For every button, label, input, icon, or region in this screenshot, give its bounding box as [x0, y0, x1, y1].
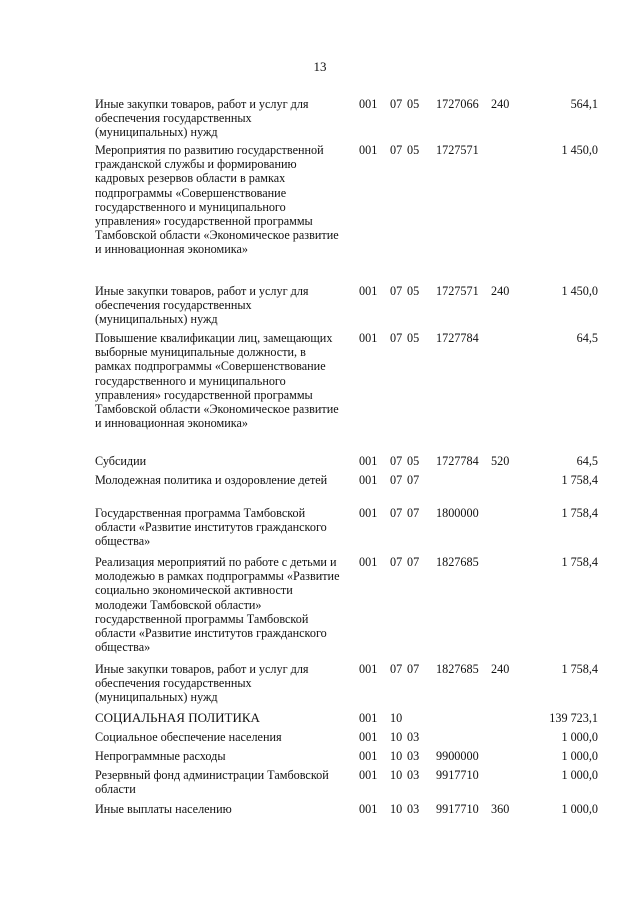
- row-ved: 001: [359, 555, 378, 569]
- row-vr: 360: [491, 802, 510, 816]
- row-csr: 1727784: [436, 331, 479, 345]
- row-sum: 139 723,1: [549, 711, 598, 725]
- row-csr: 1727571: [436, 143, 479, 157]
- row-ved: 001: [359, 802, 378, 816]
- row-description: Повышение квалификации лиц, замещающих выборные муниципальные должности, в рамках подпрограммы «Совершенствование государственного и муниципального управления» государственной программы Тамбовской области «Экономическое развитие и инновационная экономика»: [95, 331, 339, 431]
- row-ved: 001: [359, 97, 378, 111]
- row-sum: 1 758,4: [561, 662, 598, 676]
- row-ved: 001: [359, 662, 378, 676]
- row-sum: 1 450,0: [561, 284, 598, 298]
- row-pr: 07: [407, 555, 420, 569]
- row-rz: 07: [390, 555, 403, 569]
- row-rz: 07: [390, 473, 403, 487]
- row-pr: 07: [407, 473, 420, 487]
- row-vr: 240: [491, 662, 510, 676]
- row-csr: 9917710: [436, 768, 479, 782]
- row-ved: 001: [359, 711, 378, 725]
- row-rz: 10: [390, 730, 403, 744]
- row-description: Реализация мероприятий по работе с детьми и молодежью в рамках подпрограммы «Развитие социально экономической активности молодежи Тамбовской области» государственной программы Тамбовской области «Развитие институтов гражданского общества»: [95, 555, 340, 655]
- row-description: Государственная программа Тамбовской области «Развитие институтов гражданского общества»: [95, 506, 327, 549]
- row-rz: 07: [390, 506, 403, 520]
- row-sum: 1 758,4: [561, 506, 598, 520]
- row-sum: 1 000,0: [561, 730, 598, 744]
- row-rz: 10: [390, 768, 403, 782]
- row-csr: 1727066: [436, 97, 479, 111]
- row-ved: 001: [359, 730, 378, 744]
- row-description: Непрограммные расходы: [95, 749, 226, 763]
- row-rz: 10: [390, 749, 403, 763]
- row-ved: 001: [359, 284, 378, 298]
- row-sum: 64,5: [576, 331, 598, 345]
- row-description: Иные выплаты населению: [95, 802, 232, 816]
- row-sum: 564,1: [570, 97, 598, 111]
- row-description: Социальное обеспечение населения: [95, 730, 282, 744]
- row-description: Иные закупки товаров, работ и услуг для обеспечения государственных (муниципальных) нужд: [95, 662, 309, 705]
- row-ved: 001: [359, 473, 378, 487]
- row-rz: 07: [390, 143, 403, 157]
- row-sum: 1 000,0: [561, 802, 598, 816]
- row-sum: 1 758,4: [561, 473, 598, 487]
- row-pr: 05: [407, 143, 420, 157]
- row-ved: 001: [359, 331, 378, 345]
- row-rz: 07: [390, 454, 403, 468]
- row-csr: 9917710: [436, 802, 479, 816]
- row-rz: 07: [390, 97, 403, 111]
- row-sum: 1 758,4: [561, 555, 598, 569]
- row-sum: 1 000,0: [561, 749, 598, 763]
- row-description: Субсидии: [95, 454, 147, 468]
- row-pr: 07: [407, 662, 420, 676]
- row-description: СОЦИАЛЬНАЯ ПОЛИТИКА: [95, 710, 260, 725]
- row-rz: 07: [390, 331, 403, 345]
- row-ved: 001: [359, 749, 378, 763]
- row-pr: 05: [407, 331, 420, 345]
- row-csr: 1827685: [436, 555, 479, 569]
- row-sum: 64,5: [576, 454, 598, 468]
- row-csr: 1727784: [436, 454, 479, 468]
- row-rz: 10: [390, 802, 403, 816]
- row-sum: 1 450,0: [561, 143, 598, 157]
- row-pr: 05: [407, 284, 420, 298]
- row-description: Резервный фонд администрации Тамбовской области: [95, 768, 329, 797]
- row-ved: 001: [359, 143, 378, 157]
- row-rz: 07: [390, 662, 403, 676]
- row-vr: 520: [491, 454, 510, 468]
- row-pr: 05: [407, 454, 420, 468]
- row-ved: 001: [359, 506, 378, 520]
- row-description: Мероприятия по развитию государственной гражданской службы и формированию кадровых резервов области в рамках подпрограммы «Совершенствование государственного и муниципального управления» государственной программы Тамбовской области «Экономическое развитие и инновационная экономика»: [95, 143, 339, 257]
- row-description: Иные закупки товаров, работ и услуг для обеспечения государственных (муниципальных) нужд: [95, 97, 309, 140]
- row-csr: 9900000: [436, 749, 479, 763]
- row-pr: 05: [407, 97, 420, 111]
- row-vr: 240: [491, 97, 510, 111]
- row-rz: 10: [390, 711, 403, 725]
- row-sum: 1 000,0: [561, 768, 598, 782]
- row-description: Иные закупки товаров, работ и услуг для обеспечения государственных (муниципальных) нужд: [95, 284, 309, 327]
- page-number: 13: [313, 59, 327, 74]
- row-pr: 03: [407, 730, 420, 744]
- row-pr: 03: [407, 768, 420, 782]
- row-vr: 240: [491, 284, 510, 298]
- row-description: Молодежная политика и оздоровление детей: [95, 473, 328, 487]
- row-pr: 03: [407, 749, 420, 763]
- row-ved: 001: [359, 454, 378, 468]
- row-csr: 1827685: [436, 662, 479, 676]
- row-csr: 1800000: [436, 506, 479, 520]
- row-ved: 001: [359, 768, 378, 782]
- row-rz: 07: [390, 284, 403, 298]
- row-pr: 07: [407, 506, 420, 520]
- row-pr: 03: [407, 802, 420, 816]
- row-csr: 1727571: [436, 284, 479, 298]
